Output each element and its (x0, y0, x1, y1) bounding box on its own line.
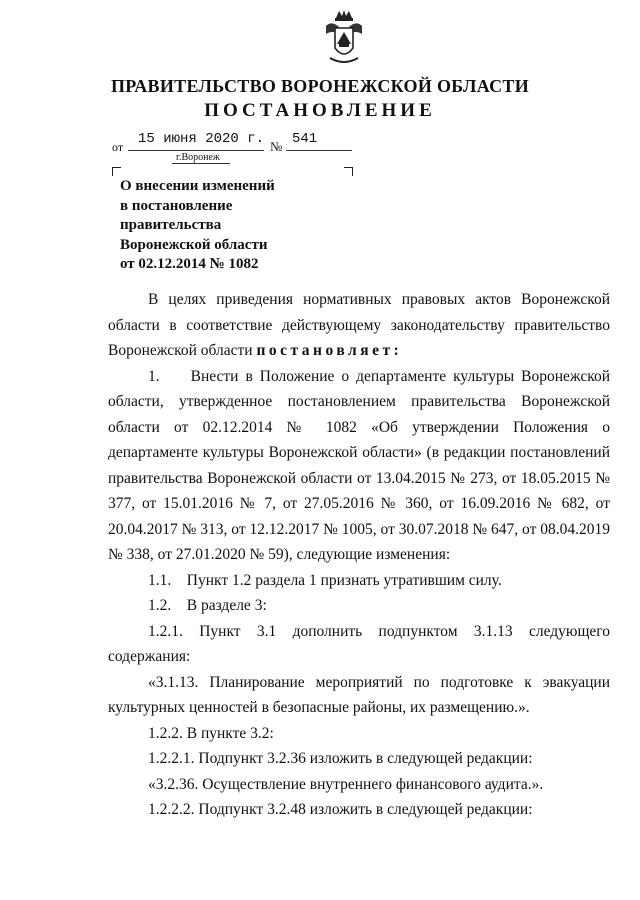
quote-3-1-13: «3.1.13. Планирование мероприятий по подготовке к эвакуации культурных ценностей в безопасные районы, их размещению.». (108, 673, 610, 716)
intro-paragraph (108, 287, 610, 364)
government-title: ПРАВИТЕЛЬСТВО ВОРОНЕЖСКОЙ ОБЛАСТИ (110, 76, 530, 96)
paragraph-1-2-1: 1.2.1. Пункт 3.1 дополнить подпунктом 3.1.13 следующего содержания: (108, 622, 610, 665)
document-number: 541 (292, 131, 318, 147)
subject-line: в постановление (120, 197, 233, 214)
corner-mark-right (344, 167, 353, 176)
paragraph-1-1: 1.1. Пункт 1.2 раздела 1 признать утратившим силу. (148, 571, 502, 589)
subject-line: от 02.12.2014 № 1082 (120, 256, 259, 272)
corner-mark-left (112, 167, 121, 176)
intro-text: В целях приведения нормативных правовых актов Воронежской области в соответствие действующему законодательству правительство Воронежской области (108, 291, 610, 359)
city-label: г.Воронеж (176, 152, 220, 163)
from-label: от (112, 140, 124, 154)
number-label: № (270, 139, 283, 154)
subject-line: О внесении изменений (120, 178, 275, 194)
paragraph-1: 1. Внести в Положение о департаменте культуры Воронежской области, утвержденное постановлением правительства Воронежской области от 02.12.2014 № 1082 «Об утверждении Положения о департаменте культуры Воронежской области» (в редакции постановлений правительства Воронежской области от 13.04.2015 № 273, от 18.05.2015 № 377, от 15.01.2016 № 7, от 27.05.2016 № 360, от 16.09.2016 № 682, от 20.04.2017 № 313, от 12.12.2017 № 1005, от 30.07.2018 № 647, от 08.04.2019 № 338, от 27.01.2020 № 59), следующие изменения: (108, 367, 610, 563)
coat-of-arms-icon (322, 8, 366, 68)
document-subject (120, 177, 320, 275)
paragraph-1-2: 1.2. В разделе 3: (148, 597, 267, 614)
document-type: ПОСТАНОВЛЕНИЕ (204, 100, 436, 121)
document-date: 15 июня 2020 г. (138, 131, 265, 147)
document-body (108, 287, 610, 823)
intro-emphasis: постановляет: (256, 342, 403, 359)
subject-line: Воронежской области (120, 236, 268, 253)
paragraph-1-2-2-1: 1.2.2.1. Подпункт 3.2.36 изложить в следующей редакции: (148, 750, 533, 767)
paragraph-1-2-2: 1.2.2. В пункте 3.2: (148, 724, 274, 742)
quote-3-2-36: «3.2.36. Осуществление внутреннего финансового аудита.». (148, 775, 544, 793)
subject-line: правительства (120, 217, 222, 233)
paragraph-1-2-2-2: 1.2.2.2. Подпункт 3.2.48 изложить в следующей редакции: (148, 801, 533, 818)
